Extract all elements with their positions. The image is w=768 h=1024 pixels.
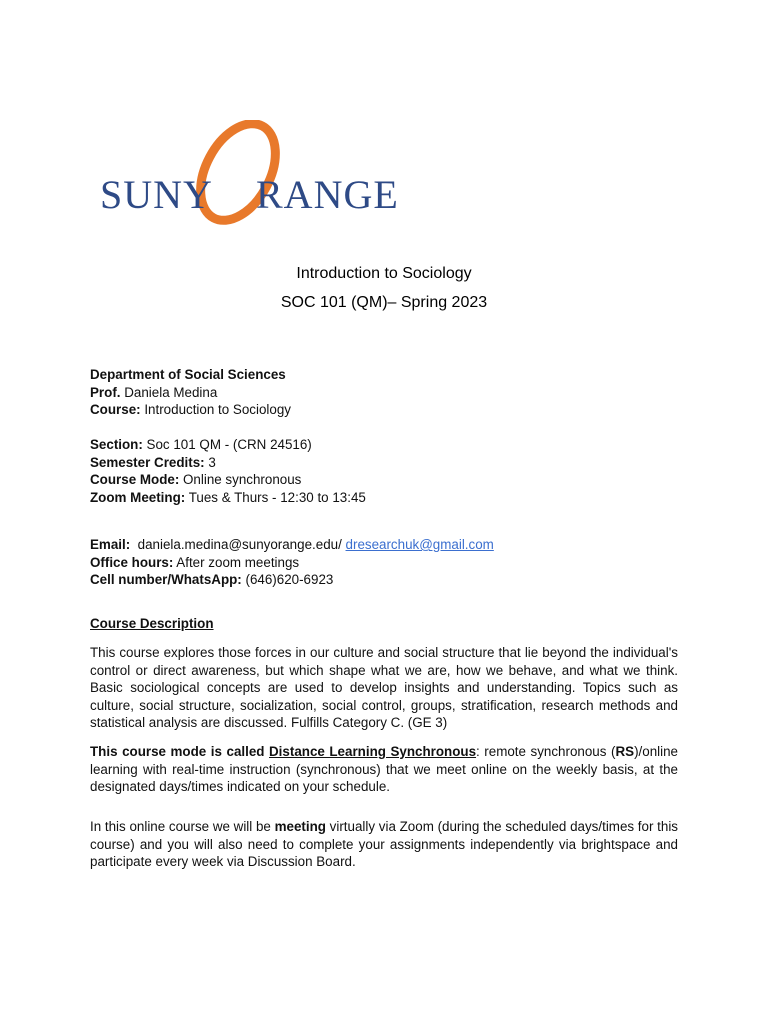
cell-row [90,571,690,589]
course-row [90,401,690,419]
mode-row [90,471,690,489]
credits-value: 3 [204,454,216,470]
cell-value: (646)620-6923 [241,572,334,588]
prof-value: Daniela Medina [120,384,218,400]
para3-lead: In this online course we will be [90,819,275,834]
section-row [90,436,690,454]
course-value: Introduction to Sociology [140,402,291,418]
para3-rest: virtually via Zoom (during the scheduled days/times for this course) and you will also need to complete your assignments independently via brightspace and participate every week via Discussion Board. [90,819,678,870]
info-block-department [90,366,690,419]
email-row [90,536,690,554]
logo-text-suny: SUNY [100,172,213,217]
logo-text-range: RANGE [256,172,396,217]
description-paragraph-1: This course explores those forces in our culture and social structure that lie beyond the individual's control or direct awareness, but which shape what we are, how we behave, and what we think. Basic sociological concepts are used to develop insights and understanding. Topics such as culture, social structure, socialization, social control, groups, stratification, research methods and statistical analysis are discussed. Fulfills Category C. (GE 3) [90,645,678,731]
info-block-section [90,436,690,506]
logo-graphic [96,120,396,230]
prof-label: Prof. [90,384,121,400]
section-value: Soc 101 QM - (CRN 24516) [142,437,312,452]
credits-row [90,454,690,472]
email-link[interactable]: dresearchuk@gmail.com [345,537,494,552]
zoom-value: Tues & Thurs - 12:30 to 13:45 [185,489,366,505]
office-value: After zoom meetings [173,554,300,570]
zoom-row [90,489,690,507]
suny-orange-logo [96,120,396,230]
email-label: Email: [90,537,131,552]
mode-value: Online synchronous [179,472,302,488]
section-label: Section: [90,437,143,452]
info-block-contact [90,536,690,589]
cell-label: Cell number/WhatsApp: [90,572,242,588]
mode-label: Course Mode: [90,472,180,488]
para2-lead: This course mode is called [90,744,270,759]
email-value: daniela.medina@sunyorange.edu/ [130,537,346,552]
course-description-heading: Course Description [90,616,214,631]
para2-rest: )/online learning with real-time instruction (synchronous) that we meet online on the weekly basis, at the designated days/times indicated on your schedule. [90,744,678,795]
department-name: Department of Social Sciences [90,367,286,382]
office-label: Office hours: [90,554,174,570]
para2-rs: RS [615,744,635,759]
credits-label: Semester Credits: [90,454,205,470]
doc-subtitle: SOC 101 (QM)– Spring 2023 [280,294,488,311]
zoom-label: Zoom Meeting: [90,489,186,505]
department-row [90,366,690,384]
course-label: Course: [90,402,141,418]
para2-term: Distance Learning Synchronous [269,744,477,759]
para2-after-term: : remote synchronous ( [476,744,616,759]
prof-row [90,384,690,402]
doc-title: Introduction to Sociology [296,265,472,282]
para3-bold: meeting [274,819,326,834]
description-paragraph-2 [90,743,678,796]
description-paragraph-3 [90,818,678,871]
office-row [90,554,690,572]
